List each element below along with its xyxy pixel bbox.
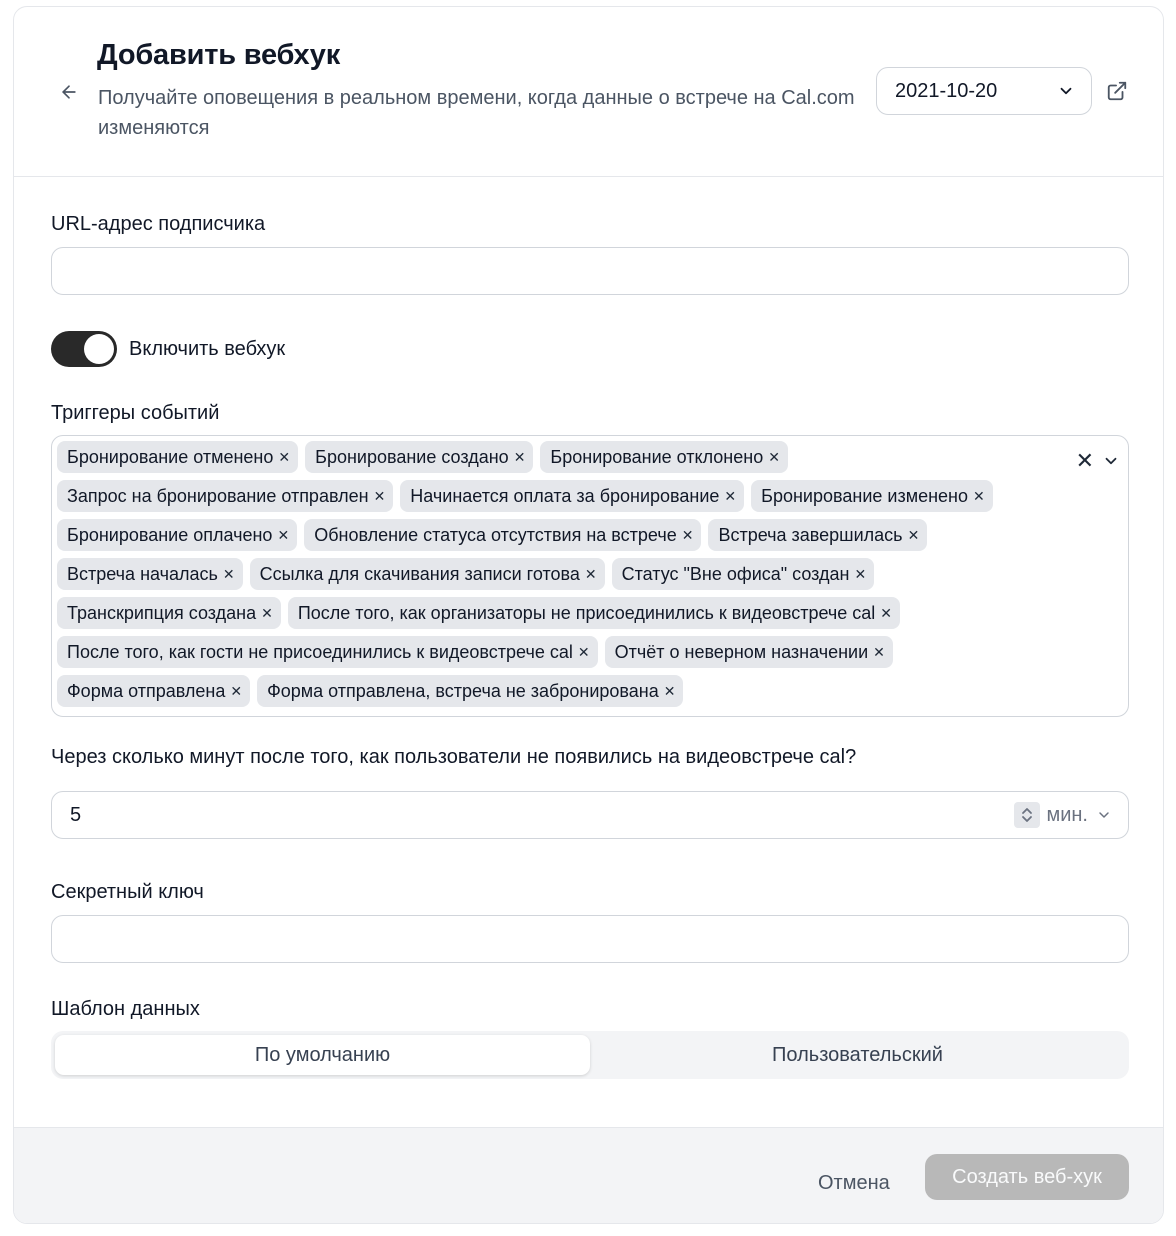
clear-all-icon[interactable]: ✕: [1075, 448, 1094, 473]
event-trigger-chip: [57, 636, 598, 668]
event-trigger-chips: [57, 441, 1068, 707]
event-trigger-chip: [57, 480, 393, 512]
remove-chip-icon[interactable]: ✕: [880, 605, 893, 621]
cancel-button[interactable]: Отмена: [804, 1160, 904, 1206]
page-title: Добавить вебхук: [97, 39, 341, 71]
event-trigger-chip: [57, 441, 298, 473]
webhook-form-card: [13, 6, 1164, 1224]
chevron-down-icon: [1057, 82, 1075, 100]
arrow-left-icon: [59, 82, 79, 102]
event-trigger-chip: [540, 441, 788, 473]
event-trigger-chip: [57, 675, 250, 707]
number-stepper[interactable]: [1014, 802, 1040, 828]
enable-webhook-label: Включить вебхук: [129, 337, 286, 360]
form-header: [14, 7, 1163, 177]
external-link-button[interactable]: [1103, 77, 1131, 105]
event-trigger-chip: [57, 597, 281, 629]
remove-chip-icon[interactable]: ✕: [230, 683, 243, 699]
remove-chip-icon[interactable]: ✕: [768, 449, 780, 465]
remove-chip-icon[interactable]: ✕: [681, 527, 694, 543]
chip-label: Бронирование отклонено: [550, 446, 764, 467]
chip-label: Форма отправлена: [67, 680, 226, 701]
event-trigger-chip: [257, 675, 683, 707]
remove-chip-icon[interactable]: ✕: [663, 683, 676, 699]
remove-chip-icon[interactable]: ✕: [854, 566, 867, 582]
no-show-label: Через сколько минут после того, как пользователи не появились на видеовстрече cal?: [51, 746, 857, 768]
event-triggers-label: Триггеры событий: [51, 402, 220, 424]
remove-chip-icon[interactable]: ✕: [277, 527, 290, 543]
secret-input[interactable]: [51, 915, 1129, 963]
chip-label: Статус "Вне офиса" создан: [621, 563, 850, 584]
event-trigger-chip: [57, 519, 297, 551]
event-trigger-chip: [304, 519, 701, 551]
event-trigger-chip: [288, 597, 900, 629]
chip-label: Начинается оплата за бронирование: [410, 485, 720, 506]
multiselect-controls: [1076, 450, 1120, 472]
create-webhook-button[interactable]: Создать веб-хук: [925, 1154, 1129, 1200]
remove-chip-icon[interactable]: ✕: [373, 488, 386, 504]
no-show-minutes-value: 5: [70, 803, 82, 826]
chip-label: Ссылка для скачивания записи готова: [259, 563, 580, 584]
remove-chip-icon[interactable]: ✕: [261, 605, 273, 621]
no-show-minutes-input[interactable]: [51, 791, 1129, 839]
external-link-icon: [1106, 80, 1128, 102]
chip-label: Встреча завершилась: [718, 524, 903, 545]
back-button[interactable]: [54, 77, 84, 107]
remove-chip-icon[interactable]: ✕: [513, 449, 526, 465]
chip-label: Транскрипция создана: [67, 602, 257, 623]
chip-label: Запрос на бронирование отправлен: [67, 485, 369, 506]
remove-chip-icon[interactable]: ✕: [873, 644, 885, 660]
payload-template-label: Шаблон данных: [51, 998, 200, 1020]
remove-chip-icon[interactable]: ✕: [584, 566, 597, 582]
chip-label: Бронирование оплачено: [67, 524, 273, 545]
version-select[interactable]: [876, 67, 1092, 115]
event-trigger-chip: [305, 441, 533, 473]
toggle-knob: [84, 334, 114, 364]
event-trigger-chip: [708, 519, 927, 551]
remove-chip-icon[interactable]: ✕: [972, 488, 985, 504]
time-unit-value: мин.: [1046, 803, 1088, 826]
version-value: 2021-10-20: [895, 79, 998, 102]
event-trigger-chip: [751, 480, 993, 512]
chip-label: Встреча началась: [67, 563, 218, 584]
event-trigger-chip: [612, 558, 875, 590]
remove-chip-icon[interactable]: ✕: [278, 449, 291, 465]
chip-label: Отчёт о неверном назначении: [614, 641, 869, 662]
chip-label: Бронирование создано: [315, 446, 509, 467]
chip-label: Обновление статуса отсутствия на встрече: [314, 524, 677, 545]
subscriber-url-label: URL-адрес подписчика: [51, 213, 266, 235]
enable-webhook-toggle[interactable]: [51, 331, 117, 367]
chip-label: Бронирование изменено: [761, 485, 968, 506]
chip-label: Форма отправлена, встреча не забронирована: [267, 680, 659, 701]
chevron-down-icon: [1096, 807, 1112, 823]
event-trigger-chip: [57, 558, 243, 590]
event-triggers-select[interactable]: [51, 435, 1129, 717]
payload-template-toggle: [51, 1031, 1129, 1079]
remove-chip-icon[interactable]: ✕: [222, 566, 235, 582]
chevron-down-icon[interactable]: [1102, 452, 1120, 470]
event-trigger-chip: [605, 636, 893, 668]
remove-chip-icon[interactable]: ✕: [724, 488, 737, 504]
stepper-icon: [1020, 805, 1034, 825]
chip-label: После того, как гости не присоединились к видеовстрече cal: [67, 641, 573, 662]
event-trigger-chip: [250, 558, 605, 590]
remove-chip-icon[interactable]: ✕: [907, 527, 920, 543]
segment-default[interactable]: По умолчанию: [55, 1035, 590, 1075]
remove-chip-icon[interactable]: ✕: [577, 644, 590, 660]
form-footer: [14, 1127, 1163, 1224]
segment-custom[interactable]: Пользовательский: [772, 1043, 943, 1066]
chip-label: Бронирование отменено: [67, 446, 274, 467]
enable-webhook-row: [51, 331, 285, 367]
secret-label: Секретный ключ: [51, 881, 204, 903]
subscriber-url-input[interactable]: [51, 247, 1129, 295]
chip-label: После того, как организаторы не присоединились к видеовстрече cal: [297, 602, 876, 623]
page-subtitle: Получайте оповещения в реальном времени, когда данные о встрече на Cal.com изменяются: [98, 87, 855, 139]
event-trigger-chip: [400, 480, 744, 512]
time-unit-select[interactable]: [1046, 804, 1112, 827]
